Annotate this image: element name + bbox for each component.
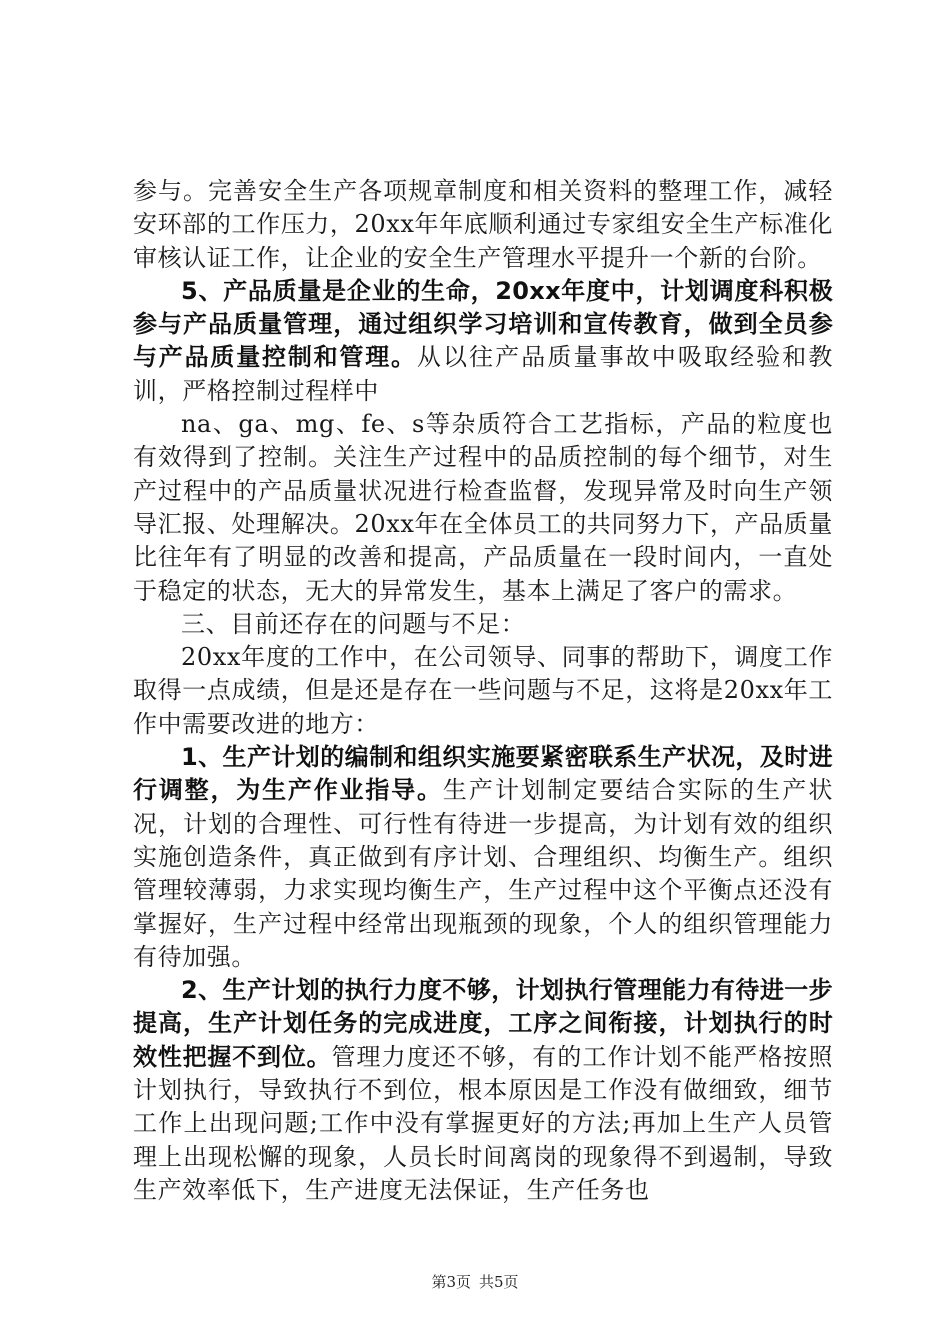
document-body <box>133 175 833 1207</box>
paragraph-3-text: na、ga、mg、fe、s等杂质符合工艺指标，产品的粒度也有效得到了控制。关注生产过程中的品质控制的每个细节，对生产过程中的产品质量状况进行检查监督，发现异常及时向生产领导汇报、处理解决。20xx年在全体员工的共同努力下，产品质量比往年有了明显的改善和提高，产品质量在一段时间内，一直处于稳定的状态，无大的异常发生，基本上满足了客户的需求。 <box>133 410 833 605</box>
section-heading-text: 三、目前还存在的问题与不足： <box>181 609 526 638</box>
paragraph-7-lead: 2、生产计划的执行力度不够，计划执行管理能力有待进一步提高，生产计划任务的完成进度，工序之间衔接，计划执行的时效性把握不到位。 <box>133 976 833 1071</box>
paragraph-6 <box>133 741 833 974</box>
paragraph-6-text: 生产计划制定要结合实际的生产状况，计划的合理性、可行性有待进一步提高，为计划有效的组织实施创造条件，真正做到有序计划、合理组织、均衡生产。组织管理较薄弱，力求实现均衡生产，生产过程中这个平衡点还没有掌握好，生产过程中经常出现瓶颈的现象，个人的组织管理能力有待加强。 <box>133 776 833 971</box>
paragraph-2-text: 从以往产品质量事故中吸取经验和教训，严格控制过程样中 <box>133 343 833 405</box>
paragraph-7-text: 管理力度还不够，有的工作计划不能严格按照计划执行，导致执行不到位，根本原因是工作没有做细致，细节工作上出现问题;工作中没有掌握更好的方法;再加上生产人员管理上出现松懈的现象，人员长时间离岗的现象得不到遏制，导致生产效率低下，生产进度无法保证，生产任务也 <box>133 1042 834 1204</box>
paragraph-6-lead: 1、生产计划的编制和组织实施要紧密联系生产状况，及时进行调整，为生产作业指导。 <box>133 743 833 805</box>
paragraph-3 <box>133 408 833 608</box>
paragraph-7 <box>133 974 833 1207</box>
page-total: 共5页 <box>479 1273 519 1291</box>
paragraph-2-lead: 5、产品质量是企业的生命，20xx年度中，计划调度科积极参与产品质量管理，通过组织学习培训和宣传教育，做到全员参与产品质量控制和管理。 <box>133 276 833 372</box>
paragraph-5 <box>133 641 833 741</box>
paragraph-2 <box>133 275 833 408</box>
paragraph-1 <box>133 175 833 275</box>
page-number: 第3页 <box>431 1273 471 1291</box>
paragraph-1-text: 参与。完善安全生产各项规章制度和相关资料的整理工作，减轻安环部的工作压力，20xx年年底顺利通过专家组安全生产标准化审核认证工作，让企业的安全生产管理水平提升一个新的台阶。 <box>133 177 833 272</box>
section-heading-problems <box>133 608 833 641</box>
page-footer <box>0 1271 950 1292</box>
paragraph-5-text: 20xx年度的工作中，在公司领导、同事的帮助下，调度工作取得一点成绩，但是还是存在一些问题与不足，这将是20xx年工作中需要改进的地方： <box>133 643 833 738</box>
